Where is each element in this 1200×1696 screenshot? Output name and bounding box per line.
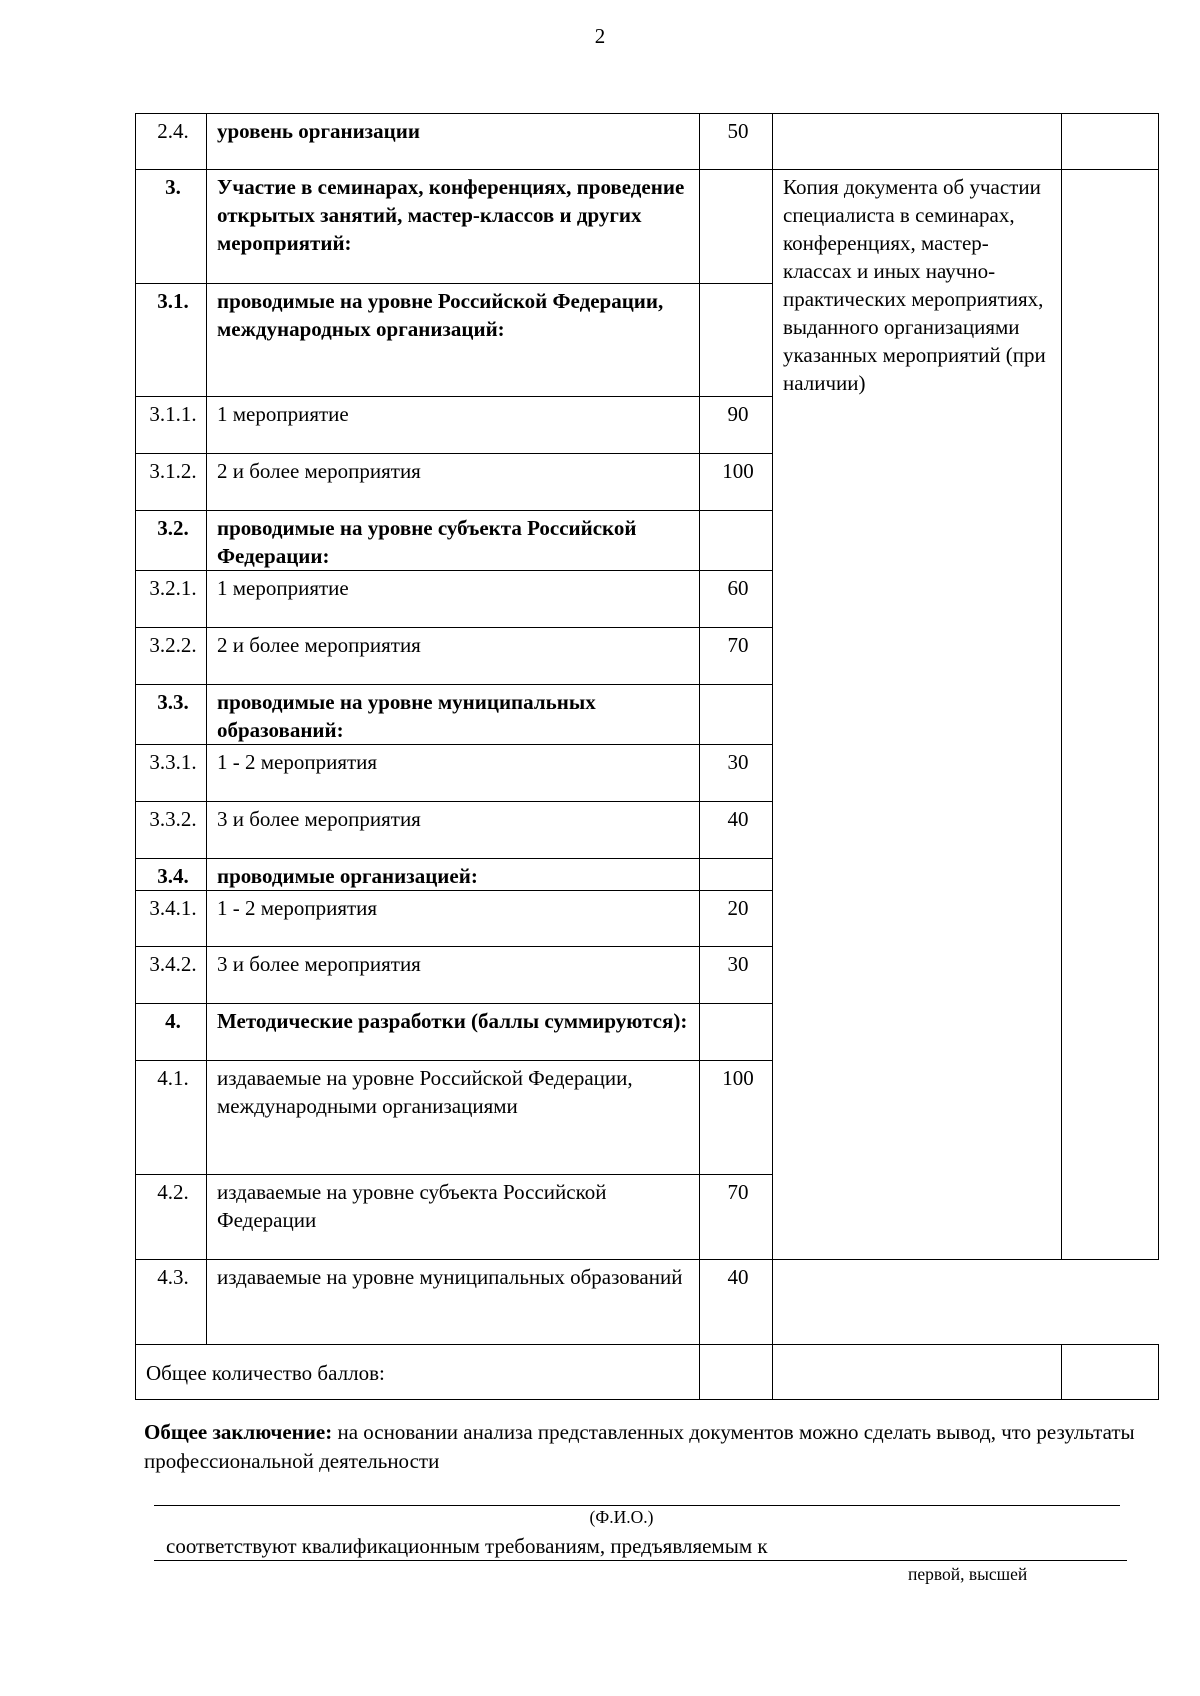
row-points: 40 <box>700 802 773 859</box>
row-number: 3.4. <box>136 859 207 891</box>
row-label: Методические разработки (баллы суммируются): <box>207 1004 700 1061</box>
row-label: 2 и более мероприятия <box>207 628 700 685</box>
row-points: 70 <box>700 628 773 685</box>
row-points: 60 <box>700 571 773 628</box>
row-number: 4.1. <box>136 1061 207 1175</box>
row-points <box>700 170 773 284</box>
row-points: 70 <box>700 1175 773 1260</box>
row-label: издаваемые на уровне субъекта Российской Федерации <box>207 1175 700 1260</box>
total-points <box>700 1345 773 1400</box>
row-label: Участие в семинарах, конференциях, проведение открытых занятий, мастер-классов и других мероприятий: <box>207 170 700 284</box>
row-label: проводимые на уровне субъекта Российской Федерации: <box>207 511 700 571</box>
criteria-table <box>135 113 1159 1400</box>
score-cell <box>1062 1345 1159 1400</box>
row-label: издаваемые на уровне Российской Федерации, международными организациями <box>207 1061 700 1175</box>
category-line <box>154 1560 1127 1561</box>
fio-caption: (Ф.И.О.) <box>589 1507 654 1527</box>
correspond-text: соответствуют квалификационным требованиям, предъявляемым к <box>166 1534 768 1558</box>
row-points: 30 <box>700 947 773 1004</box>
score-cell <box>1062 114 1159 170</box>
row-number: 3. <box>136 170 207 284</box>
row-points: 40 <box>700 1260 773 1345</box>
table-row <box>136 170 1159 284</box>
row-label: 1 - 2 мероприятия <box>207 745 700 802</box>
row-label: издаваемые на уровне муниципальных образований <box>207 1260 700 1345</box>
row-number: 3.2.2. <box>136 628 207 685</box>
row-number: 3.1.2. <box>136 454 207 511</box>
row-number: 3.3.2. <box>136 802 207 859</box>
row-label: проводимые на уровне Российской Федерации, международных организаций: <box>207 284 700 397</box>
row-label: 3 и более мероприятия <box>207 947 700 1004</box>
row-points: 100 <box>700 454 773 511</box>
general-conclusion <box>144 1418 1144 1476</box>
row-points <box>700 685 773 745</box>
row-number: 2.4. <box>136 114 207 170</box>
conclusion-text: на основании анализа представленных документов можно сделать вывод, что результаты профессиональной деятельности <box>144 1420 1135 1473</box>
row-points <box>700 511 773 571</box>
row-points: 30 <box>700 745 773 802</box>
row-number: 3.4.1. <box>136 891 207 947</box>
doc-cell <box>773 1345 1062 1400</box>
row-points: 20 <box>700 891 773 947</box>
row-label: 1 мероприятие <box>207 571 700 628</box>
row-number: 3.1. <box>136 284 207 397</box>
total-label: Общее количество баллов: <box>136 1345 700 1400</box>
row-label: 1 мероприятие <box>207 397 700 454</box>
table-row <box>136 1260 1159 1345</box>
row-label: 3 и более мероприятия <box>207 802 700 859</box>
row-number: 4.2. <box>136 1175 207 1260</box>
row-number: 4.3. <box>136 1260 207 1345</box>
row-label: 1 - 2 мероприятия <box>207 891 700 947</box>
row-points: 90 <box>700 397 773 454</box>
doc-cell <box>773 114 1062 170</box>
row-number: 3.1.1. <box>136 397 207 454</box>
row-number: 4. <box>136 1004 207 1061</box>
row-points <box>700 859 773 891</box>
conclusion-heading: Общее заключение: <box>144 1420 333 1444</box>
row-label: проводимые организацией: <box>207 859 700 891</box>
table-row <box>136 114 1159 170</box>
row-number: 3.2.1. <box>136 571 207 628</box>
row-number: 3.4.2. <box>136 947 207 1004</box>
row-points: 50 <box>700 114 773 170</box>
row-label: проводимые на уровне муниципальных образований: <box>207 685 700 745</box>
doc-description: Копия документа об участии специалиста в семинарах, конференциях, мастер-классах и иных научно-практических мероприятиях, выданного организациями указанных мероприятий (при наличии) <box>773 170 1062 1260</box>
category-caption: первой, высшей <box>908 1564 1028 1584</box>
row-number: 3.3.1. <box>136 745 207 802</box>
row-label: 2 и более мероприятия <box>207 454 700 511</box>
row-points <box>700 284 773 397</box>
row-points: 100 <box>700 1061 773 1175</box>
row-label: уровень организации <box>207 114 700 170</box>
row-points <box>700 1004 773 1061</box>
score-cell <box>1062 170 1159 1260</box>
page-number: 2 <box>594 24 606 48</box>
total-row <box>136 1345 1159 1400</box>
row-number: 3.3. <box>136 685 207 745</box>
row-number: 3.2. <box>136 511 207 571</box>
